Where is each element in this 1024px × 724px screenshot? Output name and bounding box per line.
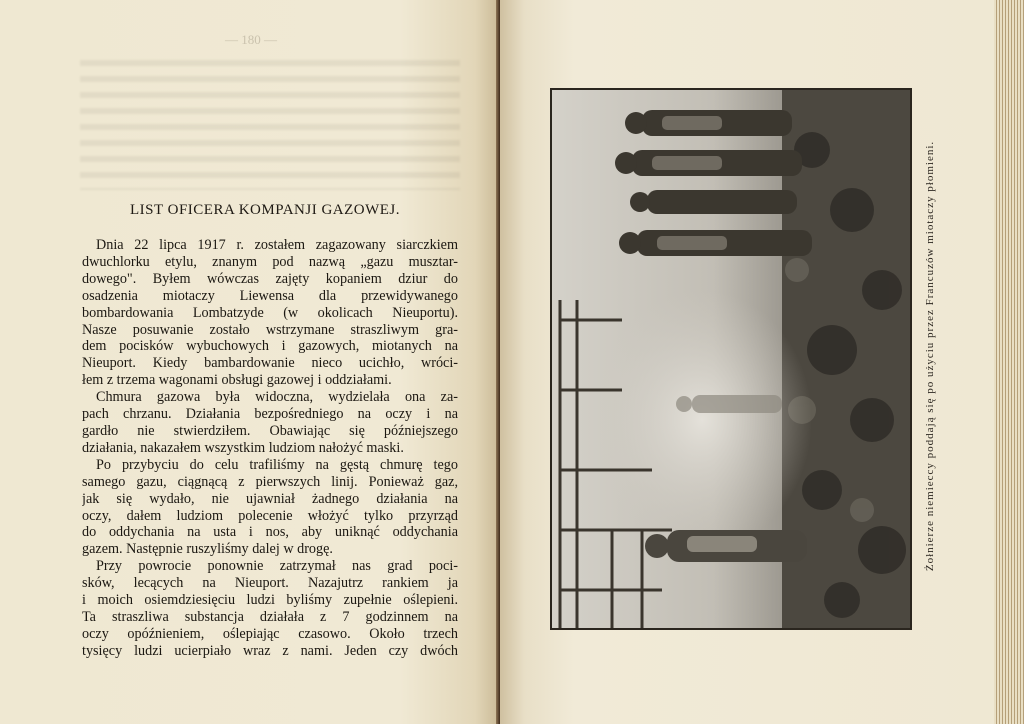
text-line: oczy, dałem ludziom polecenie włożyć tylko przyrząd	[82, 507, 458, 524]
photo-caption: Żołnierze niemieccy poddają się po użyciu przez Francuzów miotaczy płomieni.	[924, 140, 936, 572]
text-line: samego gazu, ciągnącą z pierwszych linij. Ponieważ gaz,	[82, 473, 458, 490]
text-line: do oddychania na usta i nos, aby uniknąć oddychania	[82, 524, 458, 541]
text-line: osadzenia miotaczy Liewensa dla przewidywanego	[82, 287, 458, 304]
text-line: oczy opóźnieniem, oślepiając czasowo. Około trzech	[82, 625, 458, 642]
text-line: gazem. Następnie ruszyliśmy dalej w drogę.	[82, 541, 333, 558]
letter-body	[82, 237, 458, 660]
text-line: Chmura gazowa była widoczna, wydzielała ona za-	[96, 389, 458, 406]
text-line: gardło nie stwierdziłem. Obawiając się późniejszego	[82, 422, 458, 439]
text-line: dem pocisków wybuchowych i gazowych, miotanych na	[82, 338, 458, 355]
text-line: Nasze posuwanie zostało wstrzymane straszliwym gra-	[82, 321, 458, 338]
text-line: dwuchlorku etylu, znanym pod nazwą „gazu musztar-	[82, 253, 458, 270]
page-edges	[994, 0, 1024, 724]
photograph-icon	[552, 90, 910, 628]
left-page	[0, 0, 500, 724]
text-line: pach chrzanu. Działania bezpośredniego na oczy i na	[82, 406, 458, 423]
text-line: Nieuport. Kiedy bambardowanie nieco ucichło, wróci-	[82, 355, 458, 372]
text-line: sków, lecących na Nieuport. Nazajutrz rankiem ja	[82, 575, 458, 592]
war-photograph	[550, 88, 912, 630]
text-line: Po przybyciu do celu trafiliśmy na gęstą chmurę tego	[96, 456, 458, 473]
text-line: działania, nakazałem wszystkim ludziom nałożyć maski.	[82, 439, 404, 456]
text-line: Przy powrocie ponownie zatrzymał nas grad poci-	[96, 558, 458, 575]
text-line: tysięcy ludzi ucierpiało wraz z nami. Jeden czy dwóch	[82, 642, 458, 659]
bleed-through-text	[80, 60, 460, 190]
text-line: łem z trzema wagonami obsługi gazowej i oddziałami.	[82, 372, 392, 389]
text-line: dowego". Byłem wówczas zajęty kopaniem dziur do	[82, 270, 458, 287]
text-line: Ta straszliwa substancja działała z 7 godzinnem na	[82, 608, 458, 625]
text-line: i moich osiemdziesięciu ludzi byliśmy zupełnie oślepieni.	[82, 592, 458, 609]
text-line: Dnia 22 lipca 1917 r. zostałem zagazowany siarczkiem	[96, 237, 458, 253]
bleed-through-page-number: — 180 —	[225, 32, 277, 47]
text-line: jak się wydało, nie ujawniał żadnego działania na	[82, 490, 458, 507]
letter-heading: LIST OFICERA KOMPANJI GAZOWEJ.	[129, 202, 401, 218]
text-line: bombardowania Lombatzyde (w okolicach Nieuportu).	[82, 304, 458, 321]
